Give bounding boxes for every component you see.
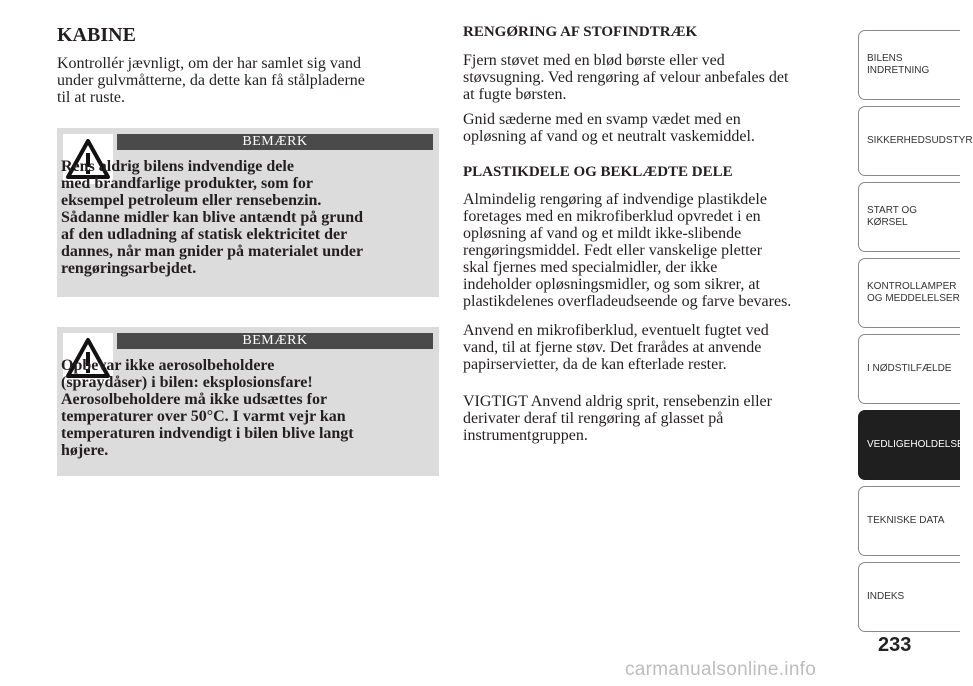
warning-label: BEMÆRK xyxy=(117,134,433,150)
paragraph-vigtigt: VIGTIGT Anvend aldrig sprit, rensebenzin eller derivater deraf til rengøring af glasset på instrumentgruppen. xyxy=(463,393,772,444)
section-title-stofindtraek: RENGØRING AF STOFINDTRÆK xyxy=(463,24,698,40)
tab-indeks[interactable]: INDEKS xyxy=(858,562,960,632)
warning-label: BEMÆRK xyxy=(117,333,433,349)
tab-kontrollamper[interactable]: KONTROLLAMPER OG MEDDELELSER xyxy=(858,258,960,328)
warning-box-2 xyxy=(57,327,439,476)
paragraph-plast-1: Almindelig rengøring af indvendige plastikdele foretages med en mikrofiberklud opvredet i en opløsning af vand og et mildt ikke-slibende rengøringsmiddel. Fedt eller vanskelige pletter skal fjernes med specialmidler, der ikke indeholder opløsningsmidler, og som sikrer, at plastikdelenes overfladeudseende og farve bevares. xyxy=(463,191,792,310)
paragraph-stof-1: Fjern støvet med en blød børste eller ved støvsugning. Ved rengøring af velour anbefales det at fugte børsten. xyxy=(463,52,789,103)
tab-i-noedstilfaelde[interactable]: I NØDSTILFÆLDE xyxy=(858,334,960,404)
tab-sikkerhedsudstyr[interactable]: SIKKERHEDSUDSTYR xyxy=(858,106,960,176)
watermark: carmanualsonline.info xyxy=(625,659,817,680)
paragraph-plast-2: Anvend en mikrofiberklud, eventuelt fugtet ved vand, til at fjerne støv. Det frarådes at anvende papirservietter, da de kan efterlade rester. xyxy=(463,322,769,373)
tab-tekniske-data[interactable]: TEKNISKE DATA xyxy=(858,486,960,556)
warning-text: Rens aldrig bilens indvendige dele med brandfarlige produkter, som for eksempel petroleum eller rensebenzin. Sådanne midler kan blive antændt på grund af den udladning af statisk elektricitet der dannes, når man gnider på materialet under rengøringsarbejdet. xyxy=(61,158,364,277)
tab-start-og-koersel[interactable]: START OG KØRSEL xyxy=(858,182,960,252)
tab-bilens-indretning[interactable]: BILENS INDRETNING xyxy=(858,30,960,100)
warning-box-1 xyxy=(57,128,439,297)
warning-text: Opbevar ikke aerosolbeholdere (spraydåser) i bilen: eksplosionsfare! Aerosolbeholdere må ikke udsættes for temperaturer over 50°C. I varmt vejr kan temperaturen indvendigt i bilen blive langt højere. xyxy=(61,357,354,459)
paragraph-stof-2: Gnid sæderne med en svamp vædet med en opløsning af vand og et neutralt vaskemiddel. xyxy=(463,111,755,145)
section-title-kabine: KABINE xyxy=(57,24,136,46)
intro-paragraph: Kontrollér jævnligt, om der har samlet sig vand under gulvmåtterne, da dette kan få stålpladerne til at ruste. xyxy=(57,55,365,106)
tab-vedligeholdelse[interactable]: VEDLIGEHOLDELSE xyxy=(858,410,960,480)
section-title-plastikdele: PLASTIKDELE OG BEKLÆDTE DELE xyxy=(463,164,733,180)
page-number: 233 xyxy=(878,634,912,656)
